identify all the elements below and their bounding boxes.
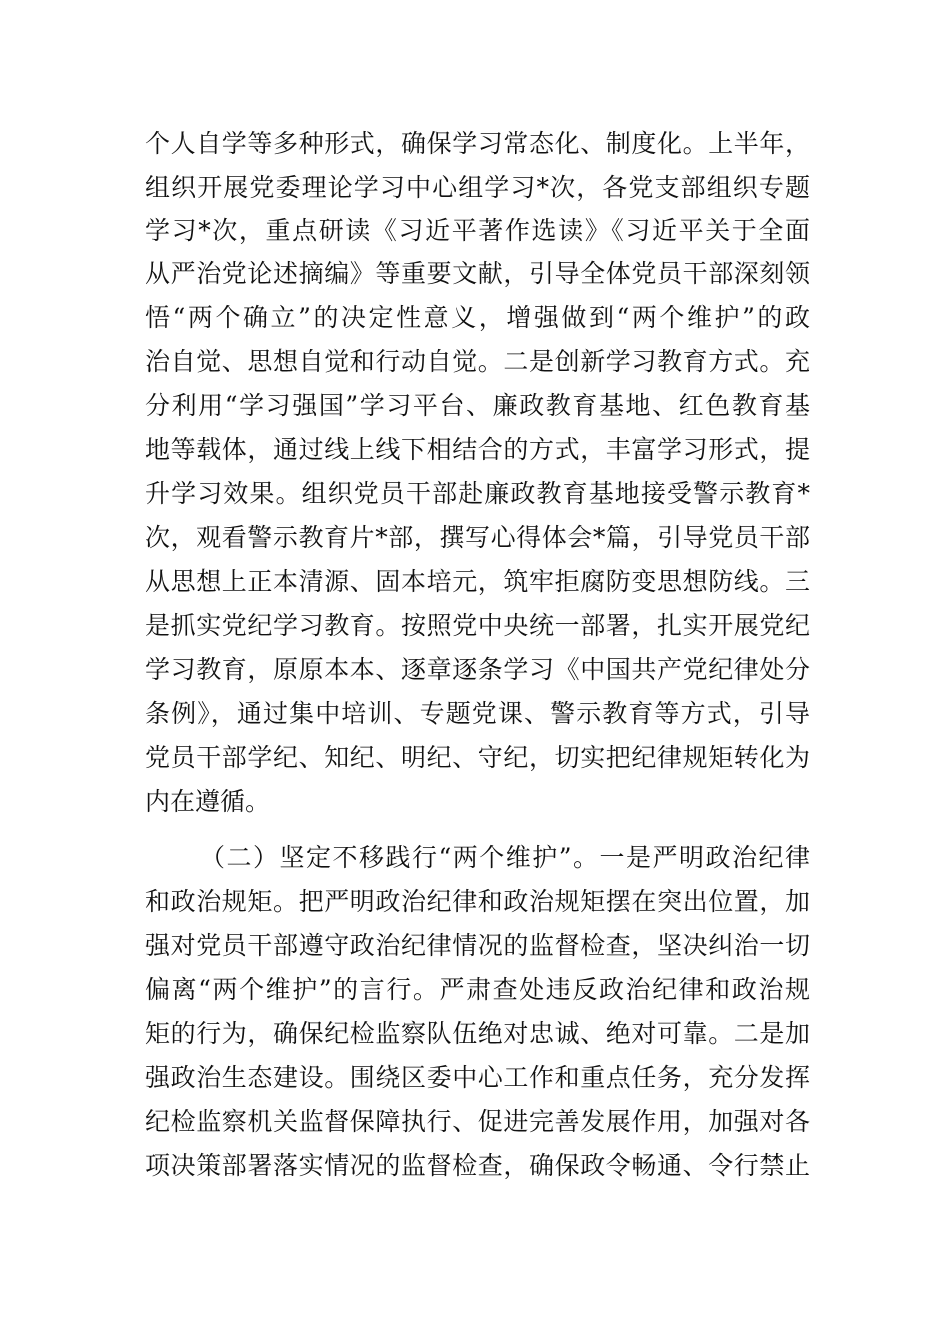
text-line: 是抓实党纪学习教育。按照党中央统一部署，扎实开展党纪 bbox=[145, 611, 810, 640]
text-line: 项决策部署落实情况的监督检查，确保政令畅通、令行禁止 bbox=[145, 1151, 810, 1180]
text-line: 条例》，通过集中培训、专题党课、警示教育等方式，引导 bbox=[145, 699, 810, 728]
text-line: 升学习效果。组织党员干部赴廉政教育基地接受警示教育* bbox=[145, 479, 810, 508]
text-line: 学习*次，重点研读《习近平著作选读》《习近平关于全面 bbox=[145, 216, 810, 245]
text-line: 从思想上正本清源、固本培元，筑牢拒腐防变思想防线。三 bbox=[145, 567, 810, 596]
text-line: 内在遵循。 bbox=[145, 787, 271, 816]
text-line: 组织开展党委理论学习中心组学习*次，各党支部组织专题 bbox=[145, 173, 810, 202]
text-line: 强政治生态建设。围绕区委中心工作和重点任务，充分发挥 bbox=[145, 1063, 810, 1092]
text-line: 次，观看警示教育片*部，撰写心得体会*篇，引导党员干部 bbox=[145, 523, 810, 552]
text-line: 强对党员干部遵守政治纪律情况的监督检查，坚决纠治一切 bbox=[145, 931, 810, 960]
text-line: 和政治规矩。把严明政治纪律和政治规矩摆在突出位置，加 bbox=[145, 887, 810, 916]
section-heading-line: （二）坚定不移践行“两个维护”。一是严明政治纪律 bbox=[200, 843, 810, 872]
text-line: 从严治党论述摘编》等重要文献，引导全体党员干部深刻领 bbox=[145, 259, 810, 288]
text-line: 矩的行为，确保纪检监察队伍绝对忠诚、绝对可靠。二是加 bbox=[145, 1019, 810, 1048]
text-line: 个人自学等多种形式，确保学习常态化、制度化。上半年， bbox=[145, 129, 810, 158]
text-line: 地等载体，通过线上线下相结合的方式，丰富学习形式，提 bbox=[145, 435, 810, 464]
text-line: 偏离“两个维护”的言行。严肃查处违反政治纪律和政治规 bbox=[145, 975, 810, 1004]
text-line: 学习教育，原原本本、逐章逐条学习《中国共产党纪律处分 bbox=[145, 655, 810, 684]
text-line: 纪检监察机关监督保障执行、促进完善发展作用，加强对各 bbox=[145, 1107, 810, 1136]
text-line: 党员干部学纪、知纪、明纪、守纪，切实把纪律规矩转化为 bbox=[145, 743, 810, 772]
text-line: 治自觉、思想自觉和行动自觉。二是创新学习教育方式。充 bbox=[145, 347, 810, 376]
text-line: 悟“两个确立”的决定性意义，增强做到“两个维护”的政 bbox=[145, 303, 810, 332]
text-line: 分利用“学习强国”学习平台、廉政教育基地、红色教育基 bbox=[145, 391, 810, 420]
